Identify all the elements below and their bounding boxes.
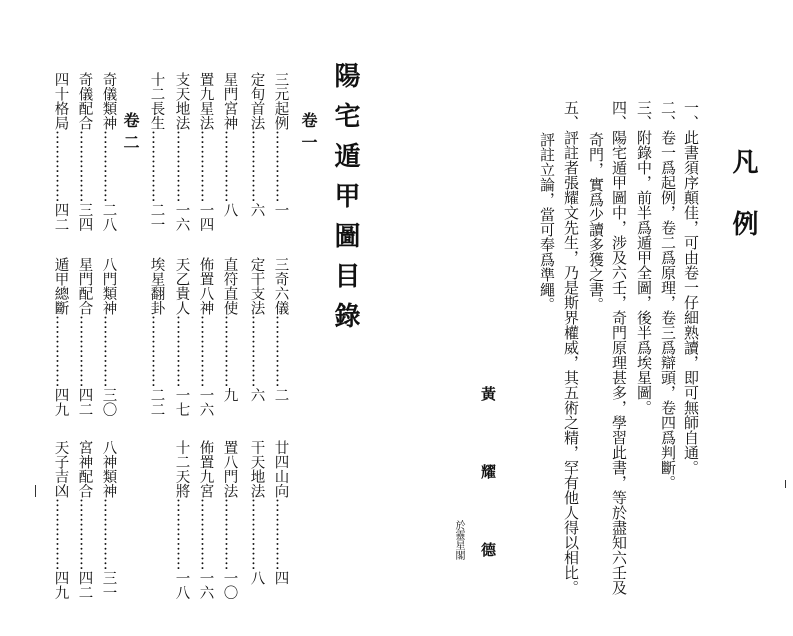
toc-entry: 直符直使……………九 xyxy=(221,257,238,402)
toc-entry: 奇儀類神……………二八 xyxy=(100,72,117,232)
toc-entry: 定干支法……………六 xyxy=(248,257,265,402)
author-name: 黃 耀 德 xyxy=(479,386,497,581)
toc-entry: 天乙貴人……………一七 xyxy=(173,257,190,417)
toc-entry: 四十格局……………四二 xyxy=(52,72,69,232)
toc-entry: 十二天將……………一八 xyxy=(173,440,190,600)
margin-mark xyxy=(35,485,36,497)
toc-entry: 星門宮神……………八 xyxy=(221,72,238,217)
toc-entry: 干天地法……………八 xyxy=(248,440,265,585)
toc-entry: 遁甲總斷……………四九 xyxy=(52,257,69,417)
fanli-item: 評註立論，當可奉爲準繩。 xyxy=(538,132,556,312)
toc-entry: 置八門法……………一〇 xyxy=(221,440,238,600)
toc-entry: 廿四山向……………四 xyxy=(272,440,289,585)
juan2-heading: 卷二 xyxy=(121,112,140,156)
toc-entry: 支天地法……………一六 xyxy=(173,72,190,232)
author-place: 於靈星閣 xyxy=(453,520,464,560)
toc-entry: 三奇六儀……………二 xyxy=(272,257,289,402)
toc-entry: 三元起例……………一 xyxy=(272,72,289,217)
fanli-item: 二、卷一爲起例，卷二爲原理，卷三爲辯頭，卷四爲判斷。 xyxy=(659,100,677,490)
toc-entry: 十二長生……………二一 xyxy=(148,72,165,232)
toc-entry: 八神類神……………三一 xyxy=(100,440,117,600)
fanli-item: 四、陽宅遁甲圖中，涉及六壬，奇門原理甚多，學習此書，等於盡知六壬及 xyxy=(610,100,628,595)
toc-entry: 埃星翻卦……………二二 xyxy=(148,257,165,417)
toc-entry: 宮神配合……………四二 xyxy=(76,440,93,600)
margin-mark xyxy=(785,480,786,488)
fanli-item: 奇門，實爲少讀多獲之書。 xyxy=(587,132,605,312)
toc-title: 陽宅遁甲圖目錄 xyxy=(330,62,360,342)
fanli-item: 一、此書須序顛佳，可由卷一仔細熟讀，即可無師自通。 xyxy=(682,100,700,475)
toc-entry: 佈置八神……………一六 xyxy=(197,257,214,417)
toc-entry: 天子吉凶……………四九 xyxy=(52,440,69,600)
toc-entry: 奇儀配合……………三四 xyxy=(76,72,93,232)
fanli-title: 凡例 xyxy=(728,148,758,272)
toc-entry: 八門類神……………三〇 xyxy=(100,257,117,417)
juan1-heading: 卷一 xyxy=(299,112,318,156)
toc-entry: 星門配合……………四二 xyxy=(76,257,93,417)
fanli-item: 三、附錄中，前半爲遁甲全圖，後半爲埃星圖。 xyxy=(635,100,653,415)
fanli-item: 五、評註者張耀文先生，乃是斯界權威，其五術之精，罕有他人得以相比。 xyxy=(562,100,580,595)
toc-entry: 佈置九宮……………一六 xyxy=(197,440,214,600)
toc-entry: 定旬首法……………六 xyxy=(248,72,265,217)
toc-entry: 置九星法……………一四 xyxy=(197,72,214,232)
